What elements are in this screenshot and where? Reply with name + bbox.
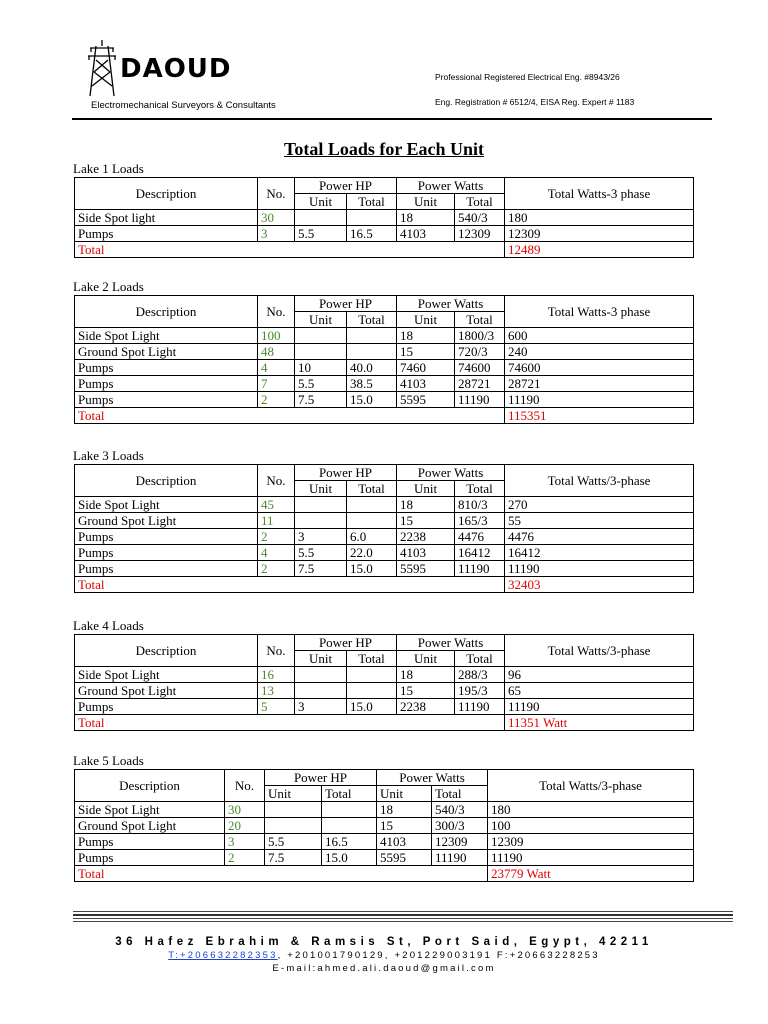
col-hp-total: Total	[322, 786, 377, 802]
cell-3phase: 65	[505, 683, 694, 699]
cell-count: 2	[258, 561, 295, 577]
cell-w-total: 165/3	[455, 513, 505, 529]
cell-w-unit: 15	[397, 683, 455, 699]
cell-hp-total	[347, 344, 397, 360]
cell-description: Pumps	[75, 699, 258, 715]
cell-3phase: 180	[488, 802, 694, 818]
cell-hp-total: 15.0	[322, 850, 377, 866]
cell-count: 11	[258, 513, 295, 529]
cell-w-unit: 5595	[397, 392, 455, 408]
table-row	[75, 545, 694, 561]
col-w-unit: Unit	[397, 481, 455, 497]
col-description: Description	[75, 770, 225, 802]
cell-count: 13	[258, 683, 295, 699]
cell-description: Side Spot Light	[75, 802, 225, 818]
col-total-watts: Total Watts/3-phase	[505, 465, 694, 497]
cell-count: 30	[258, 210, 295, 226]
col-power-watts: Power Watts	[397, 465, 505, 481]
cell-w-total: 28721	[455, 376, 505, 392]
cell-hp-total: 40.0	[347, 360, 397, 376]
col-total-watts: Total Watts/3-phase	[488, 770, 694, 802]
cell-3phase: 96	[505, 667, 694, 683]
col-w-total: Total	[455, 481, 505, 497]
lake-2-label: Lake 2 Loads	[73, 279, 144, 294]
company-brand: DAOUD	[120, 54, 232, 84]
cell-hp-unit: 5.5	[295, 226, 347, 242]
total-label: Total	[75, 577, 505, 593]
cell-3phase: 600	[505, 328, 694, 344]
cell-3phase: 11190	[488, 850, 694, 866]
lake-2-table	[74, 295, 694, 424]
cell-w-total: 1800/3	[455, 328, 505, 344]
total-row	[75, 242, 694, 258]
cell-description: Ground Spot Light	[75, 818, 225, 834]
table-header-row	[75, 296, 694, 312]
cell-hp-unit	[295, 667, 347, 683]
cell-hp-total: 6.0	[347, 529, 397, 545]
cell-w-unit: 2238	[397, 529, 455, 545]
cell-w-unit: 4103	[397, 226, 455, 242]
total-label: Total	[75, 715, 505, 731]
total-value: 23779 Watt	[488, 866, 694, 882]
cell-hp-unit	[265, 802, 322, 818]
col-description: Description	[75, 465, 258, 497]
cell-3phase: 4476	[505, 529, 694, 545]
registration-line-1: Professional Registered Electrical Eng. #8943/26	[435, 72, 620, 82]
col-total-watts: Total Watts/3-phase	[505, 635, 694, 667]
cell-3phase: 270	[505, 497, 694, 513]
cell-w-total: 4476	[455, 529, 505, 545]
cell-hp-total	[347, 683, 397, 699]
cell-w-total: 74600	[455, 360, 505, 376]
cell-3phase: 12309	[488, 834, 694, 850]
cell-w-unit: 4103	[377, 834, 432, 850]
total-value: 32403	[505, 577, 694, 593]
cell-w-unit: 4103	[397, 545, 455, 561]
total-value: 115351	[505, 408, 694, 424]
cell-hp-unit	[295, 344, 347, 360]
col-hp-unit: Unit	[295, 312, 347, 328]
cell-hp-total	[347, 328, 397, 344]
col-description: Description	[75, 635, 258, 667]
cell-hp-total	[322, 802, 377, 818]
table-row	[75, 818, 694, 834]
cell-3phase: 11190	[505, 699, 694, 715]
cell-count: 2	[225, 850, 265, 866]
cell-count: 4	[258, 360, 295, 376]
cell-hp-total: 16.5	[347, 226, 397, 242]
col-hp-total: Total	[347, 312, 397, 328]
cell-w-total: 720/3	[455, 344, 505, 360]
col-hp-total: Total	[347, 651, 397, 667]
cell-w-total: 16412	[455, 545, 505, 561]
table-row	[75, 513, 694, 529]
cell-3phase: 180	[505, 210, 694, 226]
col-power-watts: Power Watts	[397, 296, 505, 312]
cell-w-unit: 15	[377, 818, 432, 834]
cell-description: Side Spot light	[75, 210, 258, 226]
cell-hp-unit: 7.5	[265, 850, 322, 866]
col-no: No.	[258, 465, 295, 497]
cell-hp-unit: 10	[295, 360, 347, 376]
footer-email: E-mail:ahmed.ali.daoud@gmail.com	[272, 963, 496, 974]
col-w-total: Total	[455, 651, 505, 667]
cell-3phase: 28721	[505, 376, 694, 392]
cell-hp-unit: 5.5	[265, 834, 322, 850]
page-title: Total Loads for Each Unit	[283, 139, 485, 159]
cell-description: Pumps	[75, 392, 258, 408]
phone-numbers: , +201001790129, +201229003191 F:+20663228253	[277, 950, 600, 961]
cell-hp-total: 16.5	[322, 834, 377, 850]
cell-description: Pumps	[75, 529, 258, 545]
cell-description: Pumps	[75, 561, 258, 577]
col-w-total: Total	[455, 194, 505, 210]
cell-description: Side Spot Light	[75, 328, 258, 344]
lake-1-table	[74, 177, 694, 258]
total-value: 12489	[505, 242, 694, 258]
table-row	[75, 699, 694, 715]
cell-hp-total	[322, 818, 377, 834]
cell-count: 20	[225, 818, 265, 834]
col-no: No.	[225, 770, 265, 802]
cell-3phase: 11190	[505, 561, 694, 577]
cell-count: 3	[225, 834, 265, 850]
lake-4-label: Lake 4 Loads	[73, 618, 144, 633]
cell-description: Ground Spot Light	[75, 683, 258, 699]
total-row	[75, 577, 694, 593]
cell-count: 4	[258, 545, 295, 561]
table-row	[75, 376, 694, 392]
col-power-watts: Power Watts	[377, 770, 488, 786]
registration-line-2: Eng. Registration # 6512/4, EISA Reg. Expert # 1183	[435, 97, 635, 107]
total-value: 11351 Watt	[505, 715, 694, 731]
cell-3phase: 240	[505, 344, 694, 360]
cell-hp-total: 22.0	[347, 545, 397, 561]
footer-phones	[0, 950, 768, 961]
col-power-hp: Power HP	[295, 465, 397, 481]
col-total-watts: Total Watts-3 phase	[505, 178, 694, 210]
cell-hp-total	[347, 497, 397, 513]
cell-w-unit: 18	[397, 210, 455, 226]
phone-link[interactable]: T:+206632282353	[168, 950, 278, 961]
header-divider	[72, 118, 712, 120]
cell-hp-total: 15.0	[347, 561, 397, 577]
col-hp-unit: Unit	[295, 194, 347, 210]
cell-w-unit: 18	[397, 667, 455, 683]
company-subtitle: Electromechanical Surveyors & Consultants	[91, 100, 276, 111]
cell-hp-total: 15.0	[347, 392, 397, 408]
cell-description: Pumps	[75, 360, 258, 376]
cell-count: 30	[225, 802, 265, 818]
cell-hp-total: 15.0	[347, 699, 397, 715]
cell-w-total: 300/3	[432, 818, 488, 834]
cell-w-unit: 4103	[397, 376, 455, 392]
col-power-hp: Power HP	[295, 296, 397, 312]
cell-w-total: 12309	[432, 834, 488, 850]
cell-w-unit: 5595	[377, 850, 432, 866]
table-header-row	[75, 635, 694, 651]
lake-1-label: Lake 1 Loads	[73, 161, 144, 176]
lake-3-label: Lake 3 Loads	[73, 448, 144, 463]
cell-description: Side Spot Light	[75, 667, 258, 683]
cell-hp-unit	[295, 683, 347, 699]
table-row	[75, 360, 694, 376]
cell-count: 48	[258, 344, 295, 360]
cell-hp-total	[347, 210, 397, 226]
cell-hp-total	[347, 513, 397, 529]
total-row	[75, 866, 694, 882]
lake-3-table	[74, 464, 694, 593]
col-w-unit: Unit	[397, 312, 455, 328]
total-row	[75, 408, 694, 424]
col-w-unit: Unit	[377, 786, 432, 802]
cell-hp-unit	[295, 328, 347, 344]
col-power-hp: Power HP	[265, 770, 377, 786]
footer-address: 36 Hafez Ebrahim & Ramsis St, Port Said, Egypt, 42211	[115, 936, 653, 948]
cell-w-total: 288/3	[455, 667, 505, 683]
cell-count: 45	[258, 497, 295, 513]
col-hp-unit: Unit	[295, 651, 347, 667]
col-hp-unit: Unit	[265, 786, 322, 802]
table-row	[75, 210, 694, 226]
cell-hp-unit	[265, 818, 322, 834]
col-hp-total: Total	[347, 194, 397, 210]
col-no: No.	[258, 635, 295, 667]
cell-hp-unit: 3	[295, 699, 347, 715]
col-power-watts: Power Watts	[397, 178, 505, 194]
lake-4-table	[74, 634, 694, 731]
cell-w-total: 11190	[455, 392, 505, 408]
cell-3phase: 12309	[505, 226, 694, 242]
cell-w-unit: 2238	[397, 699, 455, 715]
total-row	[75, 715, 694, 731]
col-hp-total: Total	[347, 481, 397, 497]
table-row	[75, 802, 694, 818]
cell-hp-unit: 5.5	[295, 376, 347, 392]
col-power-hp: Power HP	[295, 178, 397, 194]
cell-w-total: 11190	[455, 561, 505, 577]
cell-count: 100	[258, 328, 295, 344]
table-header-row	[75, 770, 694, 786]
cell-description: Pumps	[75, 850, 225, 866]
table-row	[75, 328, 694, 344]
col-total-watts: Total Watts-3 phase	[505, 296, 694, 328]
table-row	[75, 683, 694, 699]
lake-5-label: Lake 5 Loads	[73, 753, 144, 768]
col-power-watts: Power Watts	[397, 635, 505, 651]
cell-hp-unit: 3	[295, 529, 347, 545]
col-w-total: Total	[432, 786, 488, 802]
transmission-tower-logo	[82, 38, 122, 98]
cell-w-total: 11190	[432, 850, 488, 866]
cell-hp-total: 38.5	[347, 376, 397, 392]
col-description: Description	[75, 178, 258, 210]
col-w-total: Total	[455, 312, 505, 328]
cell-w-total: 12309	[455, 226, 505, 242]
cell-count: 7	[258, 376, 295, 392]
cell-w-unit: 7460	[397, 360, 455, 376]
cell-hp-unit: 5.5	[295, 545, 347, 561]
cell-w-total: 540/3	[455, 210, 505, 226]
cell-description: Ground Spot Light	[75, 513, 258, 529]
cell-hp-unit: 7.5	[295, 392, 347, 408]
cell-hp-unit	[295, 497, 347, 513]
cell-w-total: 195/3	[455, 683, 505, 699]
cell-3phase: 55	[505, 513, 694, 529]
cell-3phase: 11190	[505, 392, 694, 408]
cell-3phase: 100	[488, 818, 694, 834]
cell-description: Side Spot Light	[75, 497, 258, 513]
cell-description: Pumps	[75, 226, 258, 242]
cell-count: 3	[258, 226, 295, 242]
cell-w-unit: 15	[397, 513, 455, 529]
cell-w-unit: 15	[397, 344, 455, 360]
table-row	[75, 497, 694, 513]
cell-description: Pumps	[75, 834, 225, 850]
table-row	[75, 834, 694, 850]
total-label: Total	[75, 866, 488, 882]
cell-count: 5	[258, 699, 295, 715]
cell-3phase: 16412	[505, 545, 694, 561]
cell-count: 16	[258, 667, 295, 683]
table-row	[75, 344, 694, 360]
col-hp-unit: Unit	[295, 481, 347, 497]
table-row	[75, 561, 694, 577]
cell-w-total: 11190	[455, 699, 505, 715]
cell-3phase: 74600	[505, 360, 694, 376]
cell-description: Ground Spot Light	[75, 344, 258, 360]
table-row	[75, 667, 694, 683]
cell-hp-total	[347, 667, 397, 683]
cell-hp-unit	[295, 210, 347, 226]
table-header-row	[75, 465, 694, 481]
footer-divider	[73, 911, 733, 924]
table-row	[75, 529, 694, 545]
total-label: Total	[75, 242, 505, 258]
cell-hp-unit	[295, 513, 347, 529]
cell-description: Pumps	[75, 545, 258, 561]
cell-description: Pumps	[75, 376, 258, 392]
total-label: Total	[75, 408, 505, 424]
table-row	[75, 850, 694, 866]
col-power-hp: Power HP	[295, 635, 397, 651]
table-row	[75, 226, 694, 242]
cell-w-unit: 18	[397, 497, 455, 513]
lake-5-table	[74, 769, 694, 882]
cell-w-total: 810/3	[455, 497, 505, 513]
col-no: No.	[258, 178, 295, 210]
cell-w-total: 540/3	[432, 802, 488, 818]
cell-w-unit: 18	[397, 328, 455, 344]
cell-w-unit: 5595	[397, 561, 455, 577]
col-no: No.	[258, 296, 295, 328]
cell-count: 2	[258, 529, 295, 545]
col-w-unit: Unit	[397, 651, 455, 667]
cell-count: 2	[258, 392, 295, 408]
table-row	[75, 392, 694, 408]
cell-hp-unit: 7.5	[295, 561, 347, 577]
col-w-unit: Unit	[397, 194, 455, 210]
col-description: Description	[75, 296, 258, 328]
table-header-row	[75, 178, 694, 194]
cell-w-unit: 18	[377, 802, 432, 818]
